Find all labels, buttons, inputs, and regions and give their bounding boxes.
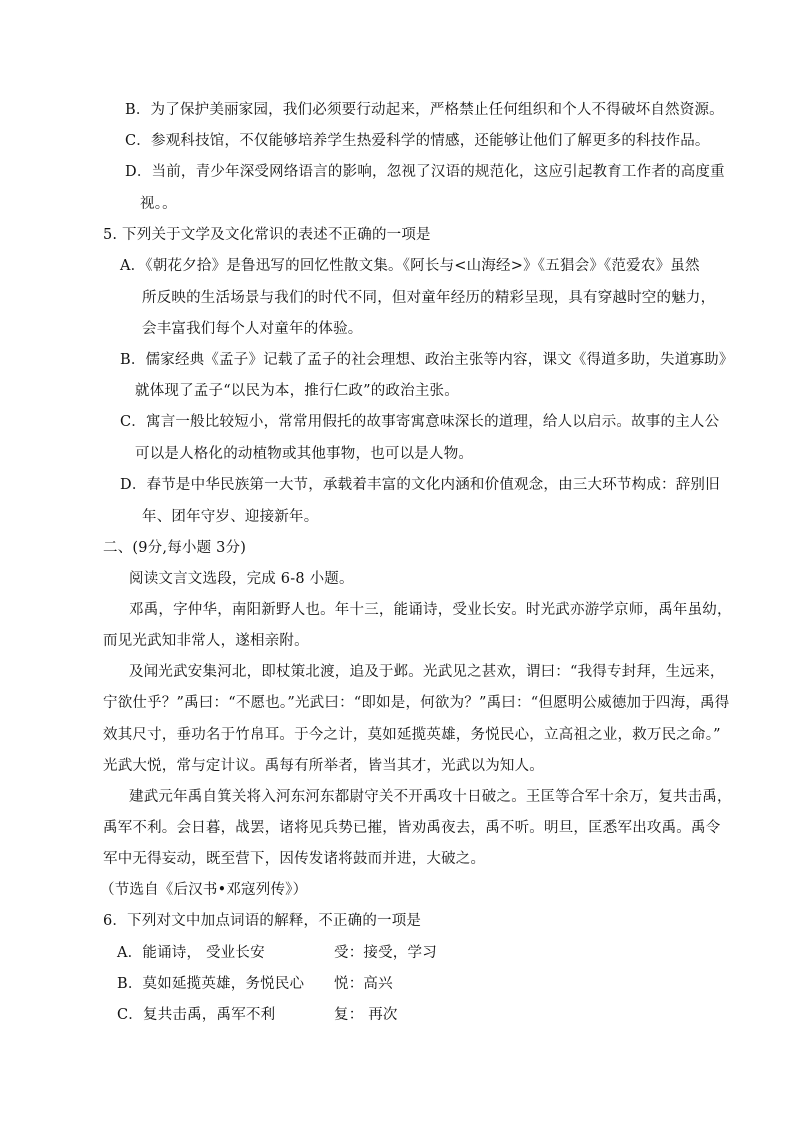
q6-option-a-phrase: A．能诵诗， 受业长安 xyxy=(117,945,265,961)
q6-option-c-phrase: C．复共击禹，禹军不利 xyxy=(117,1007,276,1023)
section2-instruction: 阅读文言文选段，完成 6-8 小题。 xyxy=(129,571,354,587)
q4-option-d-line1: D．当前，青少年深受网络语言的影响，忽视了汉语的规范化，这应引起教育工作者的高度重 xyxy=(125,164,725,180)
q6-option-a-gloss: 受：接受，学习 xyxy=(334,945,437,961)
q5-option-c-line1: C．寓言一般比较短小，常常用假托的故事寄寓意味深长的道理，给人以启示。故事的主人公 xyxy=(120,414,720,430)
q5-option-a-line1: A．《朝花夕拾》是鲁迅写的回忆性散文集。《阿长与<山海经>》《五猖会》《范爱农》虽然 xyxy=(120,258,700,274)
q5-option-a-line3: 会丰富我们每个人对童年的体验。 xyxy=(142,321,363,337)
passage-source: （节选自《后汉书•邓寇列传》） xyxy=(100,882,308,898)
section2-heading: 二、(9分,每小题 3分) xyxy=(103,540,247,556)
passage-p3-line3: 军中无得妄动，既至营下，因传发诸将鼓而并进，大破之。 xyxy=(103,851,486,867)
q5-option-a-line2: 所反映的生活场景与我们的时代不同，但对童年经历的精彩呈现，具有穿越时空的魅力， xyxy=(142,290,716,306)
q4-option-b: B．为了保护美丽家园，我们必须要行动起来，严格禁止任何组织和个人不得破坏自然资源。 xyxy=(125,102,724,118)
passage-p3-line2: 禹军不利。会日暮，战罢，诸将见兵势已摧，皆劝禹夜去，禹不听。明旦，匡悉军出攻禹。禹令 xyxy=(103,820,721,836)
q6-option-b-phrase: B．莫如延揽英雄，务悦民心 xyxy=(117,976,305,992)
passage-p1-line2: 而见光武知非常人，遂相亲附。 xyxy=(103,633,309,649)
q5-option-b-line1: B．儒家经典《孟子》记载了孟子的社会理想、政治主张等内容，课文《得道多助，失道寡助》 xyxy=(120,352,734,368)
passage-p3-line1: 建武元年禹自箕关将入河东河东都尉守关不开禹攻十日破之。王匡等合军十余万，复共击禹， xyxy=(129,789,732,805)
passage-p2-line2: 宁欲仕乎？”禹曰：“不愿也。”光武曰：“即如是，何欲为？”禹曰：“但愿明公威德加于四海，禹得 xyxy=(103,695,730,711)
passage-p2-line4: 光武大悦，常与定计议。禹每有所举者，皆当其才，光武以为知人。 xyxy=(103,758,544,774)
passage-p2-line1: 及闻光武安集河北，即杖策北渡，追及于邺。光武见之甚欢，谓曰：“我得专封拜，生远来， xyxy=(129,664,725,680)
q6-option-b-gloss: 悦：高兴 xyxy=(334,976,393,992)
q5-option-d-line1: D．春节是中华民族第一大节，承载着丰富的文化内涵和价值观念，由三大环节构成：辞别旧 xyxy=(120,477,720,493)
q4-option-d-line2: 视。。 xyxy=(140,196,177,212)
passage-p1-line1: 邓禹，字仲华，南阳新野人也。年十三，能诵诗，受业长安。时光武亦游学京师，禹年虽幼， xyxy=(129,602,732,618)
q5-option-c-line2: 可以是人格化的动植物或其他事物，也可以是人物。 xyxy=(135,446,474,462)
q6-option-c-gloss: 复： 再次 xyxy=(334,1007,398,1023)
passage-p2-line3: 效其尺寸，垂功名于竹帛耳。于今之计，莫如延揽英雄，务悦民心，立高祖之业，救万民之命。” xyxy=(103,727,721,743)
q6-stem: 6．下列对文中加点词语的解释，不正确的一项是 xyxy=(103,913,422,929)
q4-option-c: C．参观科技馆，不仅能够培养学生热爱科学的情感，还能够让他们了解更多的科技作品。 xyxy=(125,133,710,149)
q5-option-d-line2: 年、团年守岁、迎接新年。 xyxy=(142,509,319,525)
q5-option-b-line2: 就体现了孟子“以民为本，推行仁政”的政治主张。 xyxy=(135,383,459,399)
q5-stem: 5. 下列关于文学及文化常识的表述不正确的一项是 xyxy=(103,227,431,243)
